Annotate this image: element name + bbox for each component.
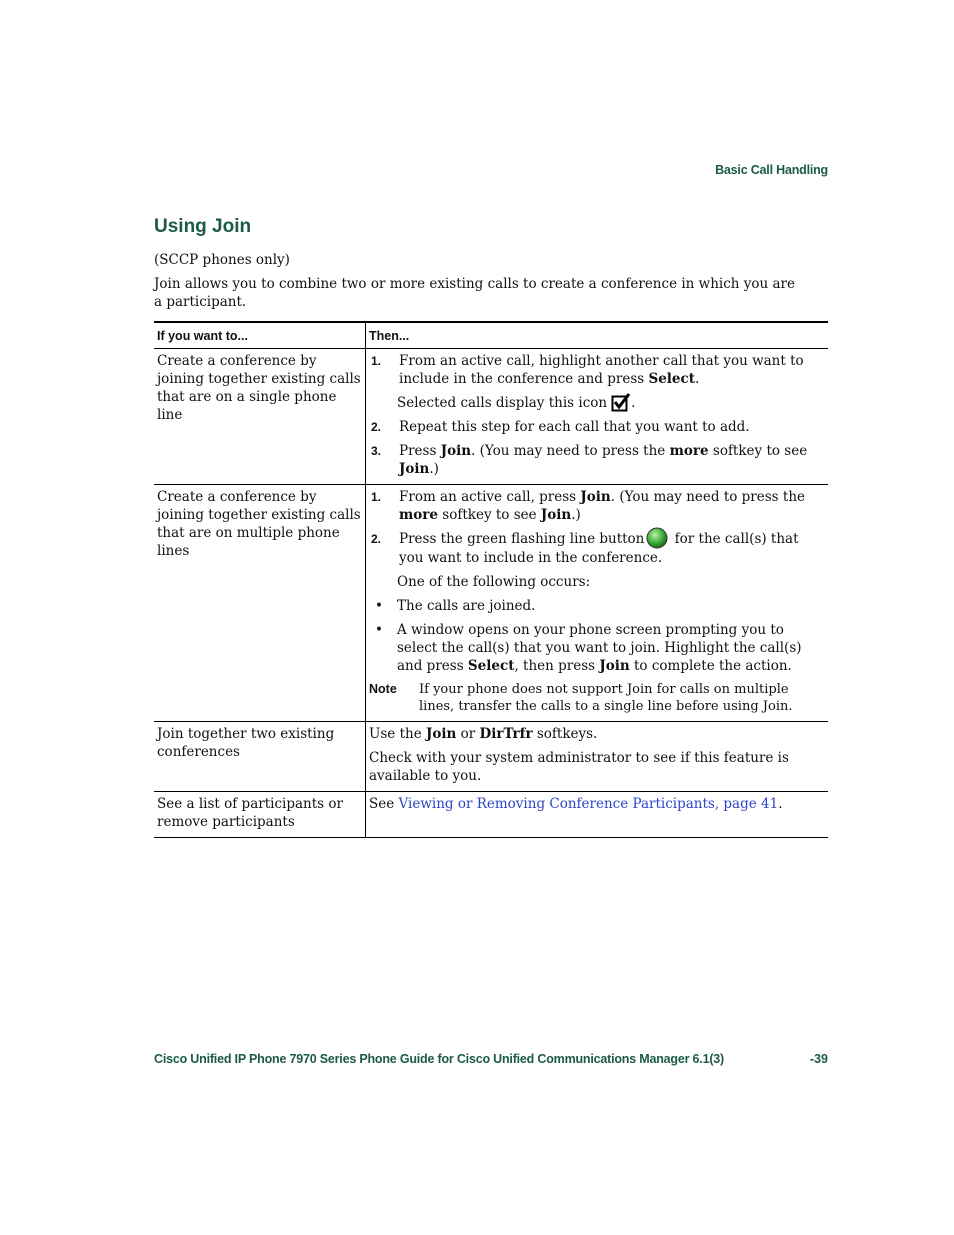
step-item xyxy=(369,530,825,567)
step-text: Repeat this step for each call that you want to add. xyxy=(399,419,750,435)
col-header-want: If you want to... xyxy=(154,322,366,349)
step-number: 2. xyxy=(371,420,382,434)
col-header-then: Then... xyxy=(366,322,829,349)
step-number: 2. xyxy=(371,532,382,546)
page-number: -39 xyxy=(809,1052,828,1066)
step-subtext: Selected calls display this icon . xyxy=(369,394,825,412)
bullet-glyph: • xyxy=(375,622,383,638)
green-line-button-icon xyxy=(646,527,668,549)
step-number: 1. xyxy=(371,354,382,368)
then-cell xyxy=(366,722,829,792)
cell-line: Check with your system administrator to see if this feature is available to you. xyxy=(369,750,789,784)
want-cell: Create a conference by joining together existing calls that are on a single phone line xyxy=(154,349,366,485)
want-cell: See a list of participants or remove participants xyxy=(154,792,366,838)
bullet-text: A window opens on your phone screen prompting you to select the call(s) that you want to join. Highlight the call(s) and press Select, then press Join to complete the action. xyxy=(397,622,802,674)
step-number: 3. xyxy=(371,444,382,458)
then-cell: See Viewing or Removing Conference Participants, page 41. xyxy=(366,792,829,838)
then-cell xyxy=(366,349,829,485)
cell-line: Use the Join or DirTrfr softkeys. xyxy=(369,726,598,742)
note-block xyxy=(369,681,825,715)
step-text: Press Join. (You may need to press the more softkey to see Join.) xyxy=(399,443,808,477)
bullet-text: The calls are joined. xyxy=(397,598,536,614)
want-cell: Join together two existing conferences xyxy=(154,722,366,792)
scope-note: (SCCP phones only) xyxy=(154,252,290,268)
join-instructions-table xyxy=(154,321,828,838)
step-text: From an active call, press Join. (You may need to press the more softkey to see Join.) xyxy=(399,489,806,523)
step-number: 1. xyxy=(371,490,382,504)
table-row xyxy=(154,349,828,485)
bullet-item xyxy=(369,621,825,675)
bullet-item xyxy=(369,597,825,615)
step-item xyxy=(369,488,825,524)
softkey-name: Select xyxy=(648,371,695,387)
note-text: If your phone does not support Join for calls on multiple lines, transfer the calls to a single line before using Join. xyxy=(419,682,793,714)
cross-reference-link[interactable]: Viewing or Removing Conference Participants, page 41 xyxy=(398,796,779,812)
step-item xyxy=(369,442,825,478)
checkmark-box-icon xyxy=(611,392,631,412)
running-header: Basic Call Handling xyxy=(715,163,828,177)
then-cell xyxy=(366,485,829,722)
step-subtext: One of the following occurs: xyxy=(397,574,591,590)
footer-title: Cisco Unified IP Phone 7970 Series Phone Guide for Cisco Unified Communications Manager 6.1(3) xyxy=(154,1052,724,1066)
intro-paragraph: Join allows you to combine two or more existing calls to create a conference in which you are a participant. xyxy=(154,276,795,310)
note-label: Note xyxy=(369,682,397,696)
step-item xyxy=(369,352,825,388)
step-text: From an active call, highlight another call that you want to include in the conference and press Select. xyxy=(399,353,804,387)
step-item xyxy=(369,418,825,436)
table-row xyxy=(154,792,828,838)
bullet-glyph: • xyxy=(375,598,383,614)
want-cell: Create a conference by joining together existing calls that are on multiple phone lines xyxy=(154,485,366,722)
table-row xyxy=(154,722,828,792)
page-title: Using Join xyxy=(154,216,252,237)
table-header-row xyxy=(154,322,828,349)
step-text: Press the green flashing line button for the call(s) that you want to include in the conference. xyxy=(399,530,825,567)
table-row xyxy=(154,485,828,722)
